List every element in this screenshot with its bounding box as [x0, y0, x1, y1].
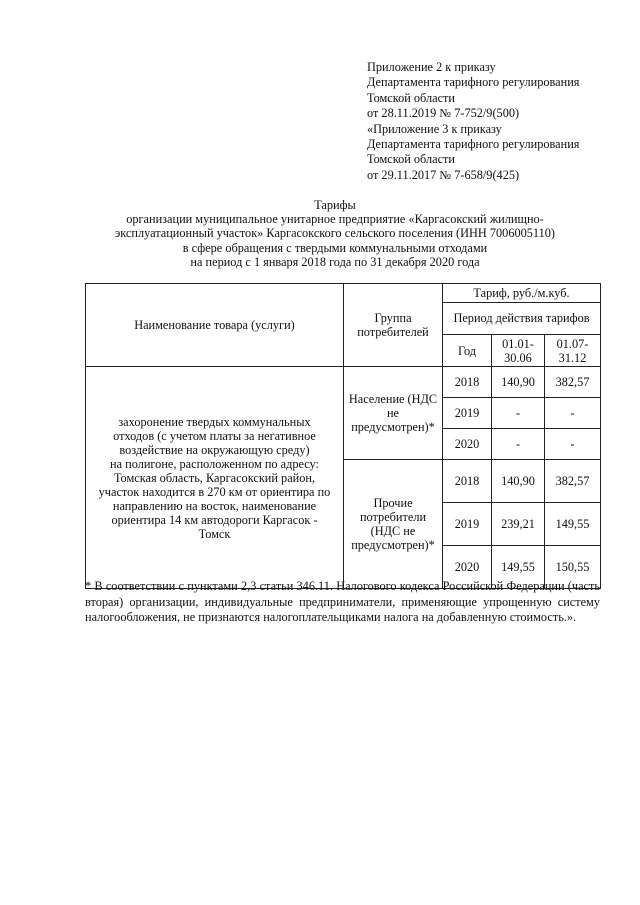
tariff-h2-cell: -	[545, 398, 601, 429]
year-cell: 2019	[443, 398, 492, 429]
consumer-group-others: Прочие потребители (НДС не предусмотрен)*	[344, 460, 443, 589]
title-line: организации муниципальное унитарное предприятие «Каргасокский жилищно-	[126, 212, 544, 227]
tariff-h1-cell: 239,21	[492, 503, 545, 546]
year-cell: 2018	[443, 367, 492, 398]
tariff-h1-cell: 140,90	[492, 367, 545, 398]
tariff-h2-cell: -	[545, 429, 601, 460]
appendix-line: Департамента тарифного регулирования	[367, 137, 580, 152]
group-header: Группа потребителей	[344, 284, 443, 367]
period-header-text: Период действия тарифов	[453, 311, 590, 326]
title-line: в сфере обращения с твердыми коммунальными отходами	[182, 240, 488, 255]
tariff-h2-cell: 382,57	[545, 460, 601, 503]
period-header	[443, 303, 601, 335]
half1-header: 01.01-30.06	[492, 335, 545, 367]
item-line: захоронение твердых коммунальных	[118, 414, 311, 429]
tariff-h1-cell: 149,55	[492, 546, 545, 589]
tariff-h2-cell: 150,55	[545, 546, 601, 589]
appendix-header	[367, 60, 637, 183]
appendix-line: Томской области	[367, 152, 455, 167]
appendix-line: от 29.11.2017 № 7-658/9(425)	[367, 167, 520, 182]
year-cell: 2020	[443, 546, 492, 589]
appendix-line: от 28.11.2019 № 7-752/9(500)	[367, 106, 520, 121]
tariff-header: Тариф, руб./м.куб.	[443, 284, 601, 303]
title-line: на период с 1 января 2018 года по 31 декабря 2020 года	[190, 254, 480, 269]
item-line: воздействие на окружающую среду)	[119, 442, 310, 457]
title-line: Тарифы	[314, 198, 356, 212]
item-line: участок находится в 270 км от ориентира по	[98, 484, 331, 499]
item-description	[86, 367, 344, 589]
title-line: эксплуатационный участок» Каргасокского сельского поселения (ИНН 7006005110)	[114, 226, 555, 241]
item-line: ориентира 14 км автодороги Каргасок -	[111, 512, 318, 527]
year-cell: 2020	[443, 429, 492, 460]
consumer-group-population: Население (НДС не предусмотрен)*	[344, 367, 443, 460]
tariff-h1-cell: 140,90	[492, 460, 545, 503]
vat-footnote: * В соответствии с пунктами 2,3 статьи 346.11. Налогового кодекса Российской Федерации (часть вторая) организации, индивидуальные предприниматели, применяющие упрощенную систему налогообложения, не признаются налогоплательщиками налога на добавленную стоимость.».	[85, 579, 600, 624]
item-line: Томская область, Каргасокский район,	[113, 470, 316, 485]
item-line: направлению на восток, наименование	[112, 498, 317, 513]
tariff-h2-cell: 149,55	[545, 503, 601, 546]
appendix-line: Томской области	[367, 90, 455, 105]
tariff-h1-cell: -	[492, 398, 545, 429]
year-cell: 2018	[443, 460, 492, 503]
item-header: Наименование товара (услуги)	[86, 284, 344, 367]
appendix-line: Приложение 2 к приказу	[367, 60, 496, 74]
half2-header: 01.07-31.12	[545, 335, 601, 367]
appendix-line: Департамента тарифного регулирования	[367, 75, 580, 90]
document-title	[70, 198, 600, 269]
year-header: Год	[443, 335, 492, 367]
item-line: отходов (с учетом платы за негативное	[113, 428, 316, 443]
tariff-table	[85, 283, 601, 589]
appendix-line: «Приложение 3 к приказу	[367, 121, 502, 136]
year-cell: 2019	[443, 503, 492, 546]
tariff-h1-cell: -	[492, 429, 545, 460]
item-line: на полигоне, расположенном по адресу:	[110, 456, 319, 471]
item-line: Томск	[198, 526, 231, 541]
tariff-h2-cell: 382,57	[545, 367, 601, 398]
